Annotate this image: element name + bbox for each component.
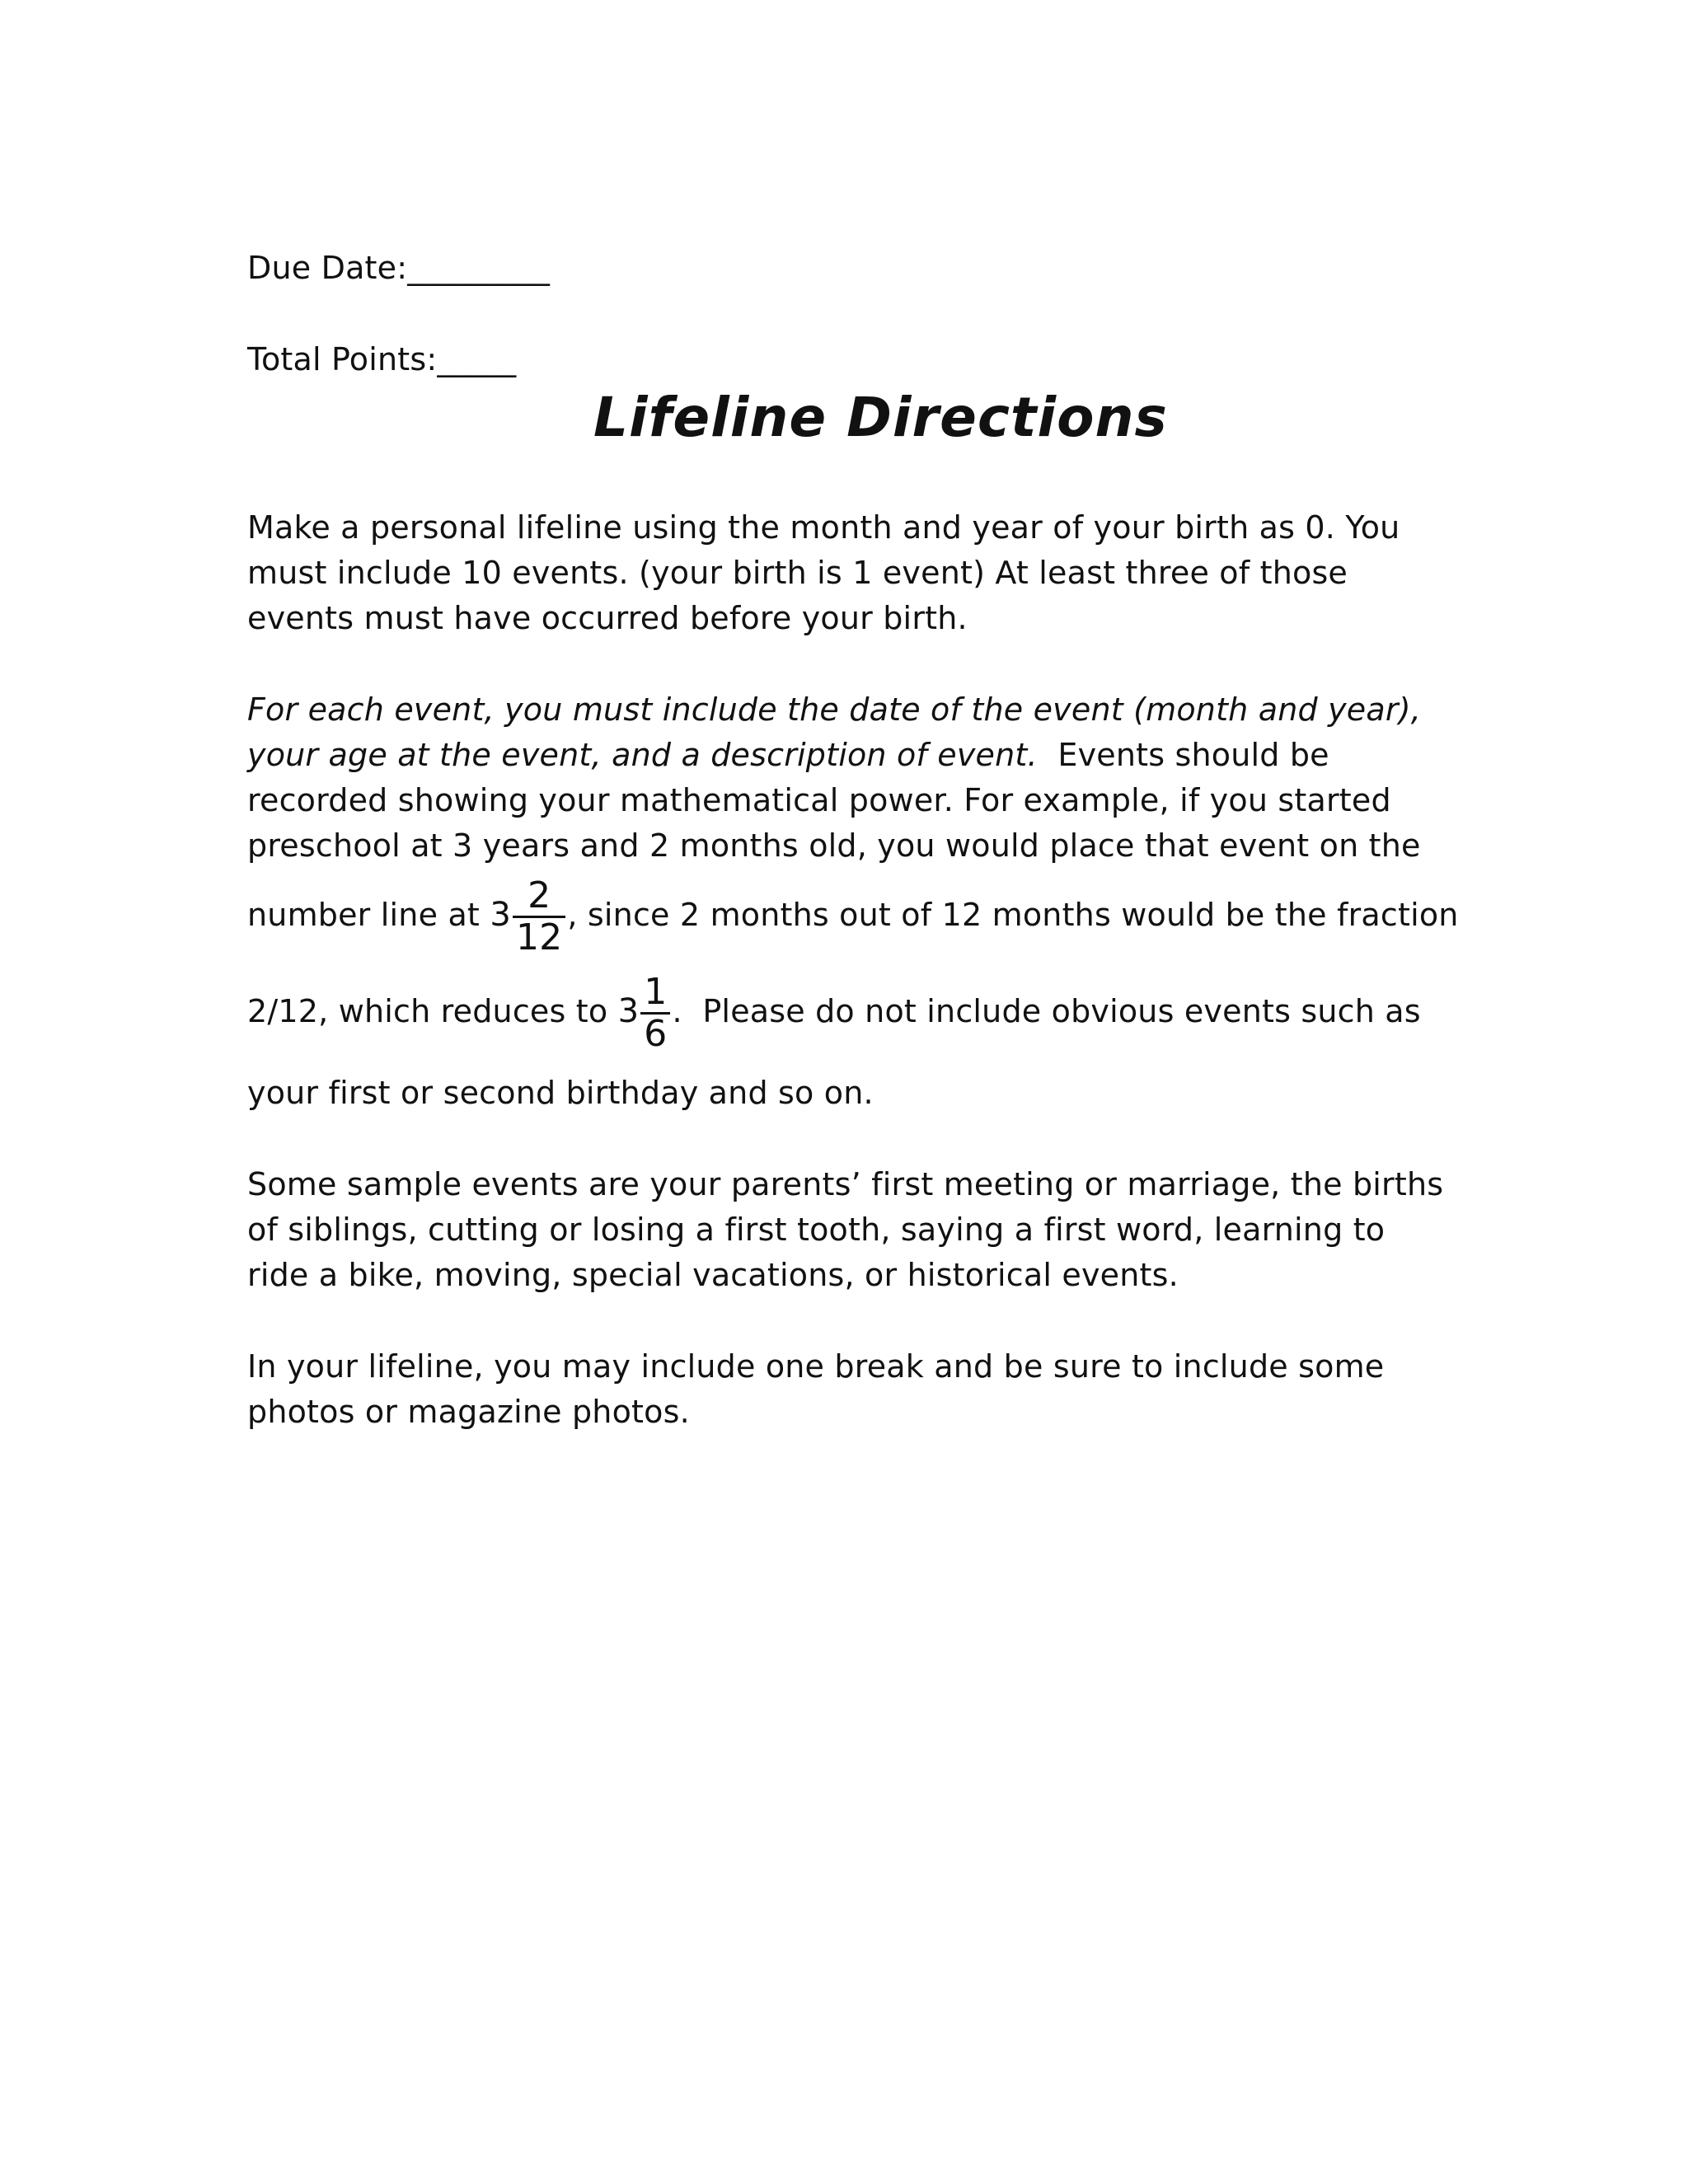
paragraph-2-line-7: your first or second birthday and so on. <box>247 1075 874 1111</box>
mixed-number-2-whole: 3 <box>617 992 640 1030</box>
paragraph-2-line-5 <box>247 872 1459 958</box>
paragraph-3-line-1: Some sample events are your parents’ first meeting or marriage, the births <box>247 1166 1444 1202</box>
paragraph-1-line-2: must include 10 events. (your birth is 1 event) At least three of those <box>247 555 1348 591</box>
paragraph-2-line-6 <box>247 968 1421 1054</box>
fraction-2-12-numerator: 2 <box>528 874 551 916</box>
fraction-1-6 <box>640 972 670 1054</box>
paragraph-2-line-5-after: , since 2 months out of 12 months would be the fraction <box>567 897 1459 933</box>
paragraph-1-line-3: events must have occurred before your birth. <box>247 600 968 636</box>
fraction-1-6-denominator: 6 <box>640 1012 670 1054</box>
paragraph-1-line-1: Make a personal lifeline using the month and year of your birth as 0. You <box>247 509 1400 546</box>
due-date-field: Due Date:_________ <box>247 250 551 286</box>
fraction-2-12-denominator: 12 <box>513 916 565 958</box>
total-points-field: Total Points:_____ <box>247 341 517 377</box>
mixed-number-1-whole: 3 <box>490 896 511 934</box>
paragraph-4-line-1: In your lifeline, you may include one break and be sure to include some <box>247 1348 1385 1385</box>
paragraph-2-line-4: preschool at 3 years and 2 months old, you would place that event on the <box>247 827 1421 864</box>
paragraph-3-line-3: ride a bike, moving, special vacations, or historical events. <box>247 1257 1179 1293</box>
paragraph-2-line-1: For each event, you must include the date of the event (month and year), <box>247 691 1421 728</box>
paragraph-2-line-2 <box>247 732 1329 778</box>
fraction-2-12 <box>513 876 565 958</box>
paragraph-3-line-2: of siblings, cutting or losing a first tooth, saying a first word, learning to <box>247 1212 1386 1248</box>
paragraph-2-line-3: recorded showing your mathematical power. For example, if you started <box>247 782 1391 818</box>
paragraph-2-line-2-italic: your age at the event, and a description of event. <box>247 737 1038 773</box>
paragraph-2-line-2-rest: Events should be <box>1037 737 1329 773</box>
paragraph-4-line-2: photos or magazine photos. <box>247 1394 690 1430</box>
paragraph-2-line-5-before: number line at <box>247 897 490 933</box>
paragraph-2-line-6-before: 2/12, which reduces to <box>247 993 618 1029</box>
paragraph-2-line-6-after: . Please do not include obvious events such as <box>672 993 1421 1029</box>
page-title: Lifeline Directions <box>593 386 1168 449</box>
fraction-1-6-numerator: 1 <box>644 971 668 1013</box>
